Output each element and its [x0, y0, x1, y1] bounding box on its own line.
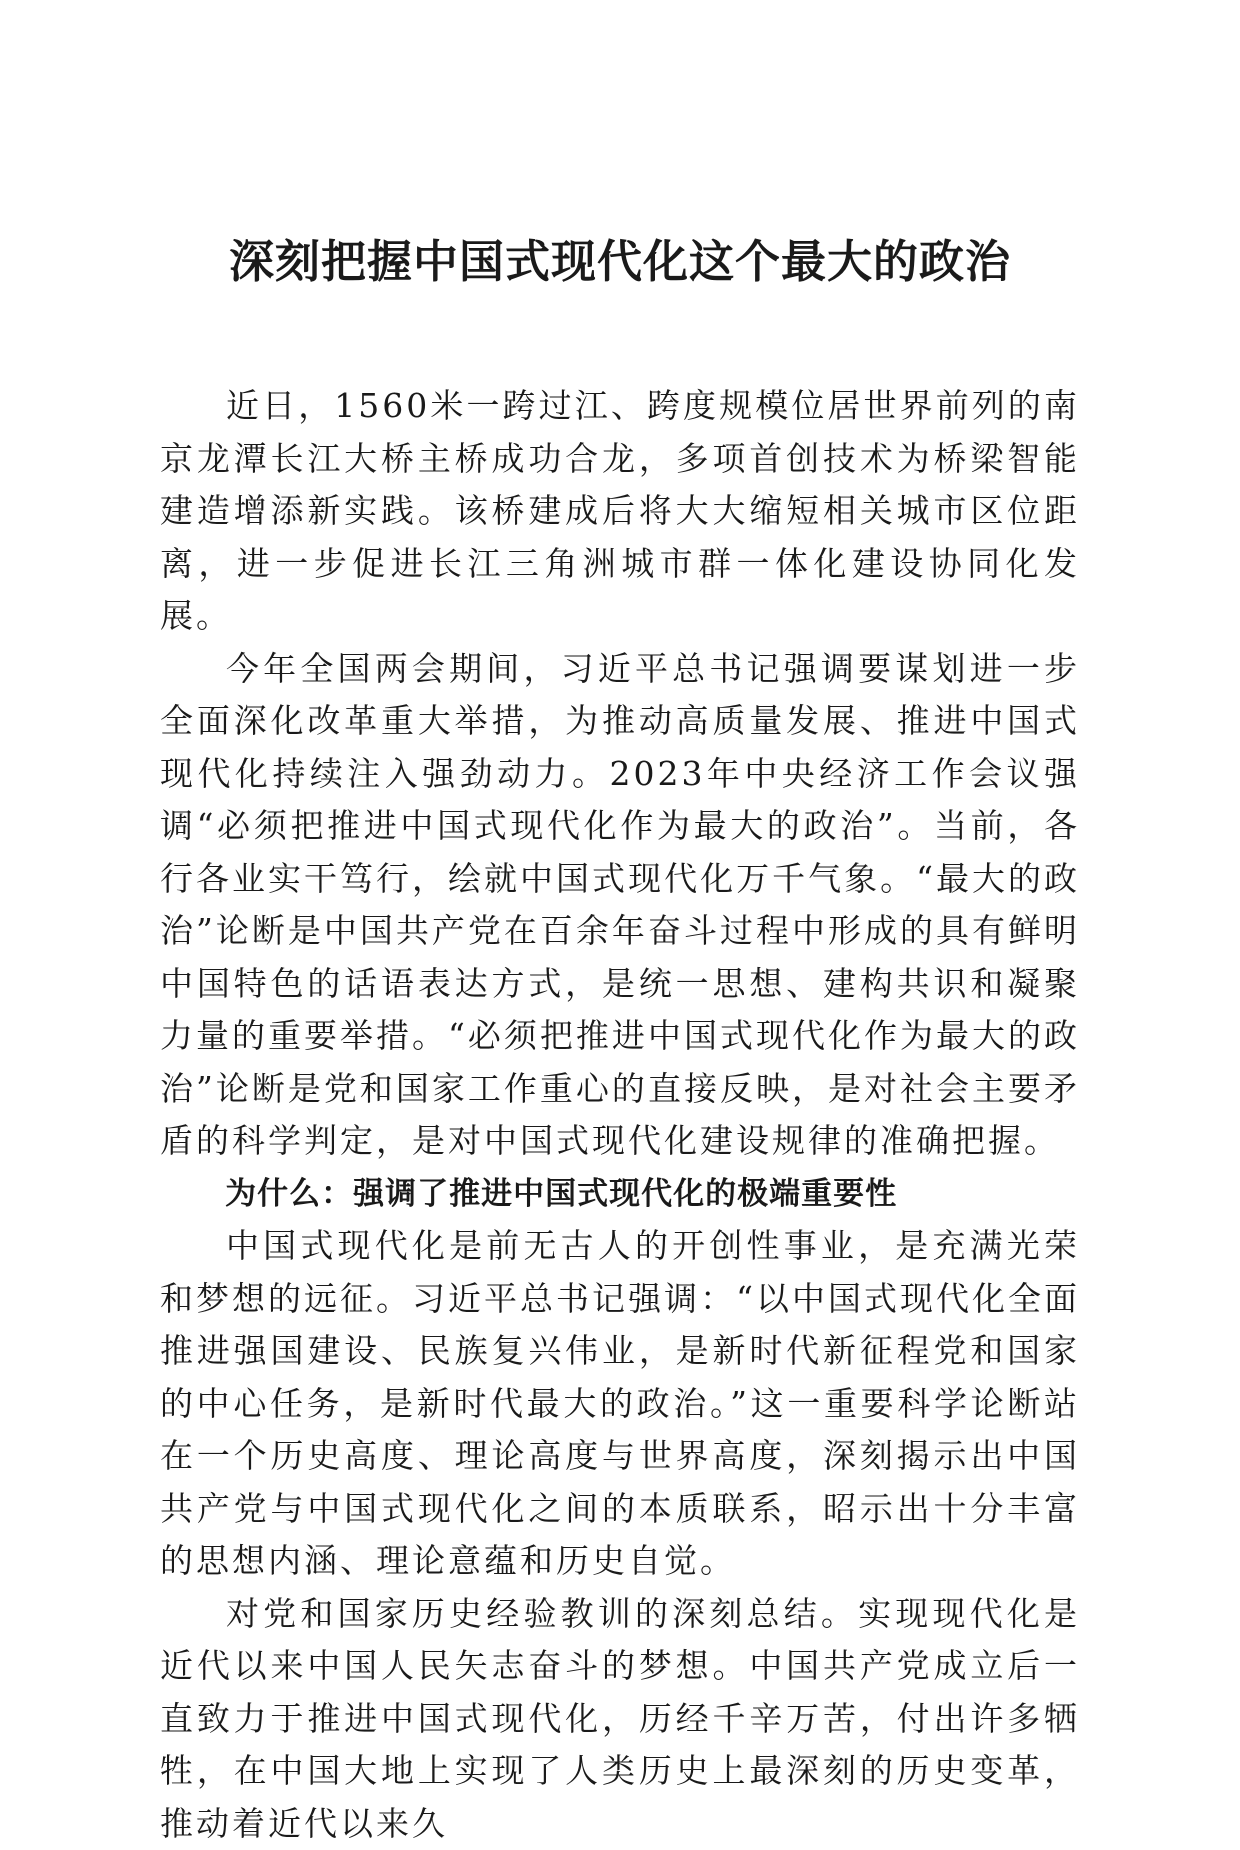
paragraph-background: 今年全国两会期间，习近平总书记强调要谋划进一步全面深化改革重大举措，为推动高质量发展、推进中国式现代化持续注入强劲动力。2023年中央经济工作会议强调“必须把推进中国式现代化作为最大的政治”。当前，各行各业实干笃行，绘就中国式现代化万千气象。“最大的政治”论断是中国共产党在百余年奋斗过程中形成的具有鲜明中国特色的话语表达方式，是统一思想、建构共识和凝聚力量的重要举措。“必须把推进中国式现代化作为最大的政治”论断是党和国家工作重心的直接反映，是对社会主要矛盾的科学判定，是对中国式现代化建设规律的准确把握。 [160, 643, 1080, 1168]
document-body [160, 380, 1080, 1850]
paragraph-section-1: 中国式现代化是前无古人的开创性事业，是充满光荣和梦想的远征。习近平总书记强调：“以中国式现代化全面推进强国建设、民族复兴伟业，是新时代新征程党和国家的中心任务，是新时代最大的政治。”这一重要科学论断站在一个历史高度、理论高度与世界高度，深刻揭示出中国共产党与中国式现代化之间的本质联系，昭示出十分丰富的思想内涵、理论意蕴和历史自觉。 [160, 1220, 1080, 1588]
paragraph-section-2: 对党和国家历史经验教训的深刻总结。实现现代化是近代以来中国人民矢志奋斗的梦想。中国共产党成立后一直致力于推进中国式现代化，历经千辛万苦，付出许多牺牲，在中国大地上实现了人类历史上最深刻的历史变革，推动着近代以来久 [160, 1588, 1080, 1850]
section-heading: 为什么：强调了推进中国式现代化的极端重要性 [160, 1168, 1080, 1221]
document-title: 深刻把握中国式现代化这个最大的政治 [0, 232, 1240, 292]
paragraph-intro: 近日，1560米一跨过江、跨度规模位居世界前列的南京龙潭长江大桥主桥成功合龙，多项首创技术为桥梁智能建造增添新实践。该桥建成后将大大缩短相关城市区位距离，进一步促进长江三角洲城市群一体化建设协同化发展。 [160, 380, 1080, 643]
